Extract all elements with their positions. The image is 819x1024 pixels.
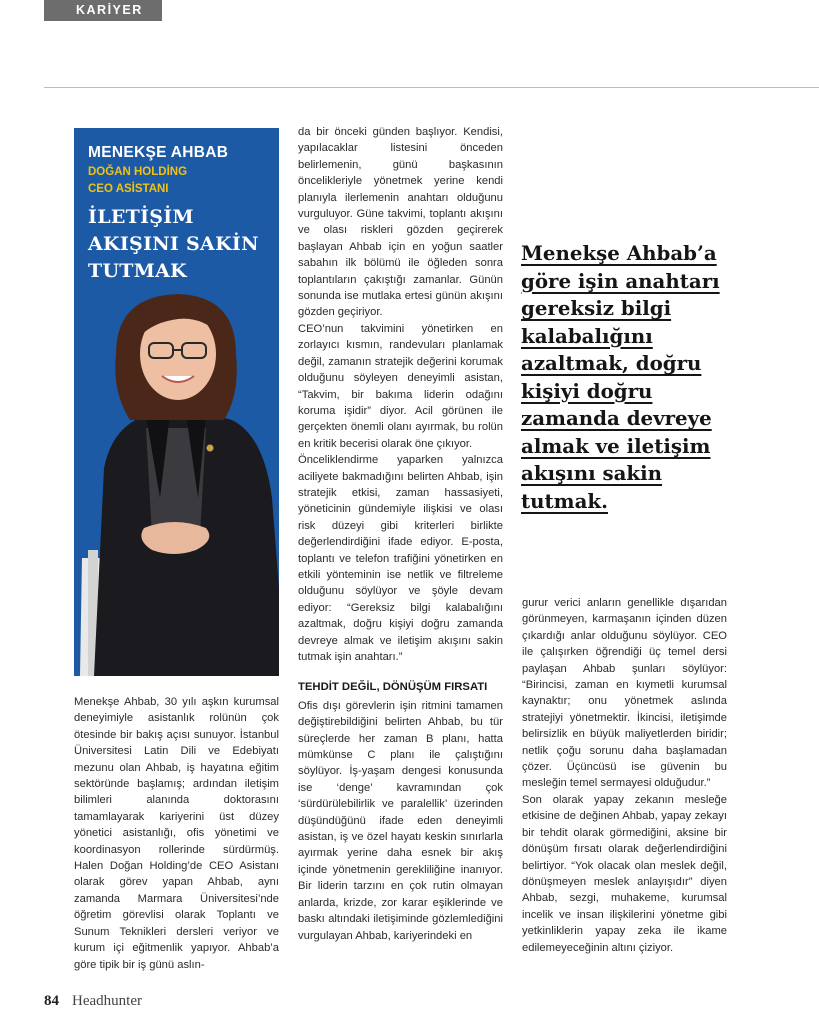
pull-quote-line: kalabalığını (521, 323, 653, 348)
page-number: 84 (44, 993, 59, 1009)
top-divider (44, 87, 819, 88)
magazine-brand: Headhunter (72, 993, 142, 1009)
profile-role: CEO ASİSTANI (88, 183, 169, 195)
article-column-1 (74, 694, 279, 973)
pull-quote-line: azaltmak, doğru (521, 351, 702, 375)
paragraph: gurur verici anların genellikle dışarıdan görünmeyen, karmaşanın içinden düzen çıkardığı anlar olduğunu söylüyor. CEO ile çalışırken öğrendiği üç temel dersi paylaşan Ahbab şunları söylüyor: “Birincisi, zaman en kıymetli kurumsal kaynaktır; onu yönetmek aslında stratejiyi yönetmektir. İkincisi, iletişimde belirsizlik en büyük maliyetlerden biridir; netlik çoğu sorunu daha başlamadan çözer. Üçüncüsü ise güvenin bu mesleğin temel sermayesi olduğudur.” (522, 597, 727, 790)
pull-quote-line: zamanda devreye (521, 406, 712, 430)
profile-sidebar (74, 128, 279, 676)
article-column-2 (298, 124, 503, 944)
paragraph: Son olarak yapay zekanın mesleğe etkisine de değinen Ahbab, yapay zekayı bir tehdit olarak görmediğini, aksine bir dönüşüm fırsatı olarak değerlendirdiğini belirtiyor. “Yok olacak olan meslek değil, dönüşmeyen meslek anlayışıdır” diyen Ahbab, sezgi, muhakeme, kurumsal incelik ve insan ilişkilerini yönetme gibi yetkinliklerin yapay zeka ile ikame edilemeyeceğinin altını çiziyor. (522, 793, 727, 954)
profile-name: MENEKŞE AHBAB (88, 144, 229, 161)
paragraph: Önceliklendirme yaparken yalnızca aciliyete bakmadığını belirten Ahbab, işin stratejik etkisi, zaman hassasiyeti, yöneticinin gündemiyle ilişkisi ve olası risk düzeyi gibi kriterleri birlikte değerlendirdiğini ifade ediyor. E-posta, toplantı ve telefon trafiğini yönetirken en etkili yönteminin ise netlik ve filtreleme olduğunu söylüyor ve şöyle devam ediyor: “Gereksiz bilgi kalabalığını azaltmak, doğru kişiyi doğru zamanda devreye almak ve iletişim akışını sakin tutmak işin anahtarı.” (298, 454, 503, 663)
paragraph: Menekşe Ahbab, 30 yılı aşkın kurumsal deneyimiyle asistanlık rolünün çok ötesinde bir bakış açısı sunuyor. İstanbul Üniversitesi Latin Dili ve Edebiyatı mezunu olan Ahbab, iş hayatına eğitim sektöründe başlamış; ardından iletişim bilimleri alanında doktorasını tamamlayarak kariyerini üst düzey yönetici asistanlığı, ofis yönetimi ve koordinasyon rollerinde sürdürmüş. Halen Doğan Holding’de CEO Asistanı olarak görev yapan Ahbab, aynı zamanda Marmara Üniversitesi’nde öğretim görevlisi olarak Toplantı ve Sunum Teknikleri dersleri veriyor ve kurum içi eğitmenlik yapıyor. Ahbab’a göre tipik bir iş günü aslın- (74, 696, 279, 971)
section-tab: KARİYER (44, 0, 162, 21)
pull-quote-line: akışını sakin (521, 461, 663, 485)
portrait-photo (74, 288, 279, 676)
pull-quote (521, 240, 736, 515)
pull-quote-line: göre işin anahtarı (521, 268, 720, 293)
profile-company: DOĞAN HOLDİNG (88, 166, 188, 178)
pull-quote-line: kişiyi doğru (521, 378, 653, 403)
article-column-3 (522, 595, 727, 956)
section-subheading: TEHDİT DEĞİL, DÖNÜŞÜM FIRSATI (298, 681, 488, 694)
profile-headline: İLETİŞİM AKIŞINI SAKİN TUTMAK (88, 206, 259, 282)
paragraph: da bir önceki günden başlıyor. Kendisi, yapılacaklar listesini önceden belirlemenin, günü başkasının öncelikleriyle yönetmek yerine kendi planıyla ilerlemenin anahtarı olduğunu vurguluyor. Güne takvimi, toplantı akışını ve olası riskleri gözden geçirerek başlayan Ahbab için en yoğun saatler sabahın ilk bölümü ile öğleden sonra toplantıların çakıştığı zamanlar. Günün sonunda ise mutlaka ertesi günün akışını gözden geçiriyor. (298, 126, 503, 319)
pull-quote-line: gereksiz bilgi (521, 296, 672, 320)
pull-quote-line: tutmak. (521, 488, 608, 513)
paragraph: CEO’nun takvimini yönetirken en zorlayıcı kısmın, randevuları planlamak değil, zamanın stratejik değerini korumak olduğunu söyleyen deneyimli asistan, “Takvim, bir bakıma liderin odağını koruma işidir” diyor. Acil görünen ile gerçekten önemli olanı ayırmak, bu rolün en kritik becerisi olarak öne çıkıyor. (298, 322, 503, 450)
pull-quote-line: almak ve iletişim (521, 433, 711, 458)
pull-quote-line: Menekşe Ahbab’a (521, 241, 717, 265)
paragraph: Ofis dışı görevlerin işin ritmini tamamen değiştirebildiğini belirten Ahbab, bu tür süreçlerde her zaman B planı, hatta mümkünse C planı ile çalıştığını söylüyor. İş-yaşam dengesi konusunda ise ‘denge’ kavramından çok ‘sürdürülebilirlik ve paralellik’ üzerinden düşündüğünü ifade eden deneyimli asistan, iş ve özel hayatı keskin sınırlarla ayırmak yerine daha esnek bir akış içinde yönetmenin gerekliliğine inanıyor. Bir liderin tarzını en çok rutin olmayan anlarda, krizde, zor karar eşiklerinde ve baskı altındaki iletişiminde gözlemlediğini vurgulayan Ahbab, kariyerindeki en (298, 699, 503, 942)
